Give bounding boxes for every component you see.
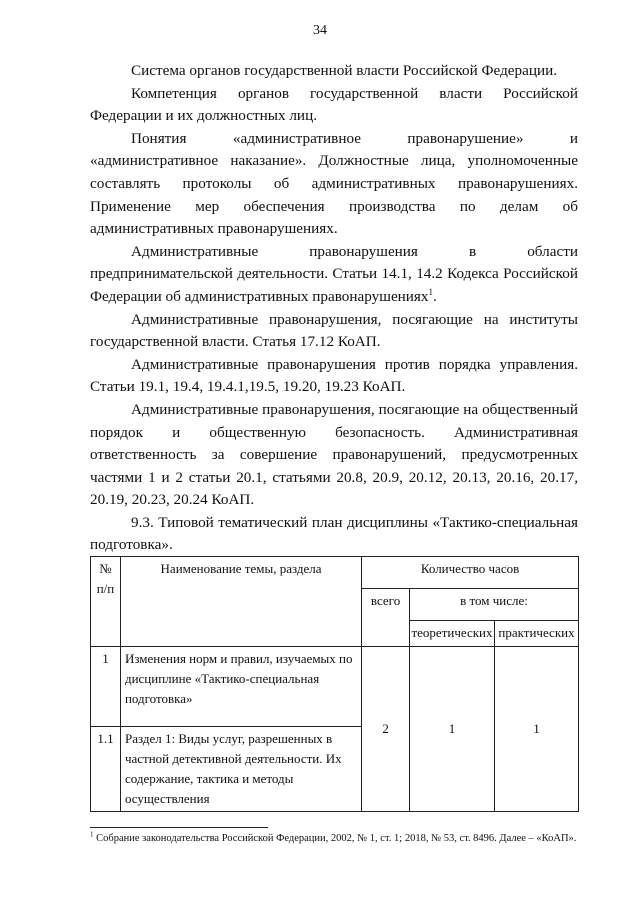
header-including: в том числе: [410, 589, 579, 621]
header-theoretical: теоретических [410, 621, 495, 647]
hours-theoretical: 1 [410, 647, 495, 812]
paragraph-7: Административные правонарушения, посягающие на общественный порядок и общественную безопасность. Административная ответственность за совершение правонарушений, предусмотренных частями 1 и 2 статьи 20.1, статьями 20.8, 20.9, 20.12, 20.13, 20.16, 20.17, 20.19, 20.23, 20.24 КоАП. [90, 400, 578, 509]
paragraph-2: Компетенция органов государственной власти Российской Федерации и их должностных лиц. [90, 84, 578, 125]
header-topic: Наименование темы, раздела [120, 557, 361, 647]
row-number: 1.1 [91, 727, 121, 812]
paragraph-3: Понятия «административное правонарушение» и «административное наказание». Должностные лица, уполномоченные составлять протоколы об административных правонарушениях. Применение мер обеспечения производства по делам об административных правонарушениях. [90, 129, 578, 238]
header-number: № п/п [91, 557, 121, 647]
thematic-plan-table [90, 556, 579, 812]
header-hours: Количество часов [362, 557, 579, 589]
page-number: 34 [313, 23, 327, 38]
body-text [90, 60, 578, 557]
footnote [90, 832, 590, 846]
row-topic: Изменения норм и правил, изучаемых по дисциплине «Тактико-специальная подготовка» [120, 647, 361, 727]
paragraph-4-text: Административные правонарушения в области предпринимательской деятельности. Статьи 14.1, 14.2 Кодекса Российской Федерации об административных правонарушениях [90, 242, 578, 305]
hours-practical: 1 [495, 647, 579, 812]
header-practical: практических [495, 621, 579, 647]
table-row [91, 647, 579, 727]
paragraph-5: Административные правонарушения, посягающие на институты государственной власти. Статья 17.12 КоАП. [90, 310, 578, 351]
footnote-divider [90, 827, 268, 828]
section-heading: 9.3. Типовой тематический план дисциплины «Тактико-специальная подготовка». [90, 513, 578, 554]
hours-total: 2 [362, 647, 410, 812]
footnote-marker: 1 [90, 830, 94, 839]
row-number: 1 [91, 647, 121, 727]
header-total: всего [362, 589, 410, 647]
row-topic: Раздел 1: Виды услуг, разрешенных в частной детективной деятельности. Их содержание, тактика и методы осуществления [120, 727, 361, 812]
footnote-text: Собрание законодательства Российской Федерации, 2002, № 1, ст. 1; 2018, № 53, ст. 8496. Далее – «КоАП». [96, 833, 577, 844]
footnote-reference: 1 [428, 286, 434, 297]
paragraph-4: Административные правонарушения в области предпринимательской деятельности. Статьи 14.1, 14.2 Кодекса Российской Федерации об административных правонарушениях$^1$. [90, 242, 578, 305]
paragraph-6: Административные правонарушения против порядка управления. Статьи 19.1, 19.4, 19.4.1,19.5, 19.20, 19.23 КоАП. [90, 355, 578, 396]
paragraph-1: Система органов государственной власти Российской Федерации. [131, 62, 558, 79]
